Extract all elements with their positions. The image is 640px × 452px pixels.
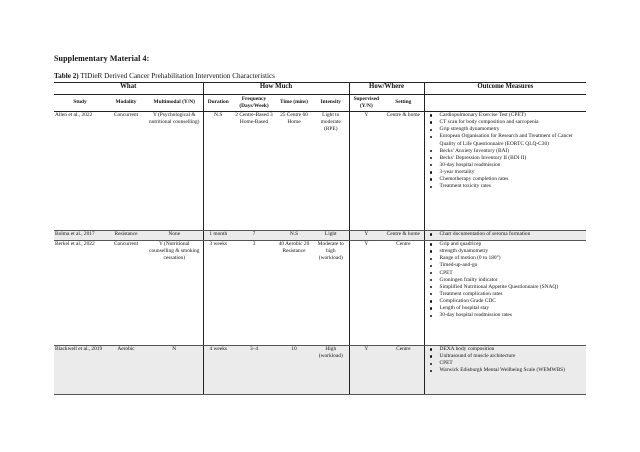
table-row bbox=[54, 112, 586, 231]
outcome-item: CPET bbox=[426, 360, 586, 367]
cell-supervised: Y bbox=[349, 231, 383, 241]
cell-outcomes bbox=[424, 241, 586, 346]
outcome-list bbox=[426, 241, 586, 319]
cell-duration: 1 month bbox=[203, 231, 233, 241]
cell-frequency: 3–4 bbox=[233, 346, 275, 395]
cell-modality: Resistance bbox=[106, 231, 146, 241]
cell-outcomes bbox=[424, 112, 586, 231]
cell-time: 40 Aerobic 20 Resistance bbox=[275, 241, 313, 346]
cell-setting: Centre & home bbox=[383, 231, 424, 241]
table-row bbox=[54, 231, 586, 241]
outcome-item: Timed-up-and-go bbox=[426, 262, 586, 269]
outcome-item: DEXA body composition bbox=[426, 346, 586, 353]
cell-setting: Centre bbox=[383, 241, 424, 346]
cell-time: 25 Centre 60 Home bbox=[275, 112, 313, 231]
cell-intensity: Light bbox=[313, 231, 349, 241]
col-setting: Setting bbox=[383, 95, 424, 112]
cell-intensity: High (workload) bbox=[313, 346, 349, 395]
outcome-item: 30-day hospital readmission bbox=[426, 162, 586, 169]
col-duration: Duration bbox=[203, 95, 233, 112]
cell-study: Blackwell et al., 2019 bbox=[54, 346, 106, 395]
outcome-item: Grip strength dynamometry bbox=[426, 126, 586, 133]
outcome-item: Unltrasound of muscle architecture bbox=[426, 353, 586, 360]
cell-study: Berkel et al., 2022 bbox=[54, 241, 106, 346]
col-supervised: Supervised (Y/N) bbox=[349, 95, 383, 112]
cell-outcomes bbox=[424, 346, 586, 395]
outcome-item: Warwick Edisburgh Mental Wellbeing Scale (WEMWBS) bbox=[426, 367, 586, 374]
cell-intensity: Light to moderate (RPE) bbox=[313, 112, 349, 231]
col-frequency: Frequency (Days/Week) bbox=[233, 95, 275, 112]
table-row bbox=[54, 346, 586, 395]
cell-supervised: Y bbox=[349, 112, 383, 231]
outcome-list bbox=[426, 346, 586, 375]
outcome-item: Groningen frailty indicator bbox=[426, 277, 586, 284]
cell-frequency: 3 bbox=[233, 241, 275, 346]
cell-modality: Aerobic bbox=[106, 346, 146, 395]
cell-modality: Concurrent bbox=[106, 241, 146, 346]
table-caption bbox=[54, 72, 275, 80]
col-time: Time (mins) bbox=[275, 95, 313, 112]
cell-multimodal: N bbox=[146, 346, 203, 395]
outcome-item: Length of hospital stay bbox=[426, 305, 586, 312]
cell-time: 10 bbox=[275, 346, 313, 395]
outcome-item: Chemotherapy completion rates bbox=[426, 176, 586, 183]
outcome-item: Cardiopulmonary Exercise Test (CPET) bbox=[426, 112, 586, 119]
cell-multimodal: Y (Nutritional counselling & smoking cessation) bbox=[146, 241, 203, 346]
outcome-item: 3-year mortality bbox=[426, 169, 586, 176]
outcome-item: CPET bbox=[426, 270, 586, 277]
outcome-item: Becks’ Depression Inventory II (BDI II) bbox=[426, 155, 586, 162]
outcome-item: Treatment complication rates bbox=[426, 291, 586, 298]
col-study: Study bbox=[54, 95, 106, 112]
outcome-list bbox=[426, 112, 586, 190]
outcome-item: CT scan for body composition and sarcopenia bbox=[426, 119, 586, 126]
table-caption-label: Table 2) bbox=[54, 72, 79, 80]
outcome-item: 30-day hospital readmission rates bbox=[426, 312, 586, 319]
table-row bbox=[54, 241, 586, 346]
cell-time: N.S bbox=[275, 231, 313, 241]
outcome-item: European Organisation for Research and Treatment of Cancer Quality of Life Questionnaire (EORTC QLQ-C30) bbox=[426, 133, 586, 147]
outcome-list bbox=[426, 231, 586, 238]
cell-duration: 3 weeks bbox=[203, 241, 233, 346]
cell-supervised: Y bbox=[349, 241, 383, 346]
column-header-row bbox=[54, 95, 586, 112]
cell-modality: Concurrent bbox=[106, 112, 146, 231]
cell-setting: Centre & home bbox=[383, 112, 424, 231]
group-what: What bbox=[54, 83, 203, 95]
outcome-item: Chart documentation of seroma formation bbox=[426, 231, 586, 238]
group-how-where: How/Where bbox=[349, 83, 424, 95]
outcome-item: Becks’ Anxiety Inventory (BAI) bbox=[426, 148, 586, 155]
outcome-item: Treatment toxicity rates bbox=[426, 183, 586, 190]
col-intensity: Intensity bbox=[313, 95, 349, 112]
cell-duration: N.S bbox=[203, 112, 233, 231]
col-outcome bbox=[424, 95, 586, 112]
group-outcome-measures: Outcome Measures bbox=[424, 83, 586, 95]
cell-frequency: 7 bbox=[233, 231, 275, 241]
page-heading: Supplementary Material 4: bbox=[54, 54, 150, 63]
table-caption-text: TIDieR Derived Cancer Prehabilitation Intervention Characteristics bbox=[80, 72, 275, 80]
outcome-item: strength dynamometry bbox=[426, 248, 586, 255]
cell-frequency: 2 Centre-Based 3 Home-Based bbox=[233, 112, 275, 231]
cell-duration: 4 weeks bbox=[203, 346, 233, 395]
cell-multimodal: None bbox=[146, 231, 203, 241]
outcome-item: Complication Grade CDC bbox=[426, 298, 586, 305]
cell-supervised: Y bbox=[349, 346, 383, 395]
cell-outcomes bbox=[424, 231, 586, 241]
prehab-characteristics-table bbox=[54, 82, 586, 395]
col-multimodal: Multimodal (Y/N) bbox=[146, 95, 203, 112]
cell-multimodal: Y (Psychological & nutritional counselling) bbox=[146, 112, 203, 231]
group-how-much: How Much bbox=[203, 83, 349, 95]
cell-setting: Centre bbox=[383, 346, 424, 395]
group-header-row bbox=[54, 83, 586, 95]
outcome-item: Grip and quadricep bbox=[426, 241, 586, 248]
outcome-item: Range of motion (0 to 180°) bbox=[426, 255, 586, 262]
cell-intensity: Moderate to high (workload) bbox=[313, 241, 349, 346]
outcome-item: Simplified Nutritional Appetite Questionnaire (SNAQ) bbox=[426, 284, 586, 291]
cell-study: Allen et al., 2022 bbox=[54, 112, 106, 231]
col-modality: Modality bbox=[106, 95, 146, 112]
cell-study: Bolma et al., 2017 bbox=[54, 231, 106, 241]
